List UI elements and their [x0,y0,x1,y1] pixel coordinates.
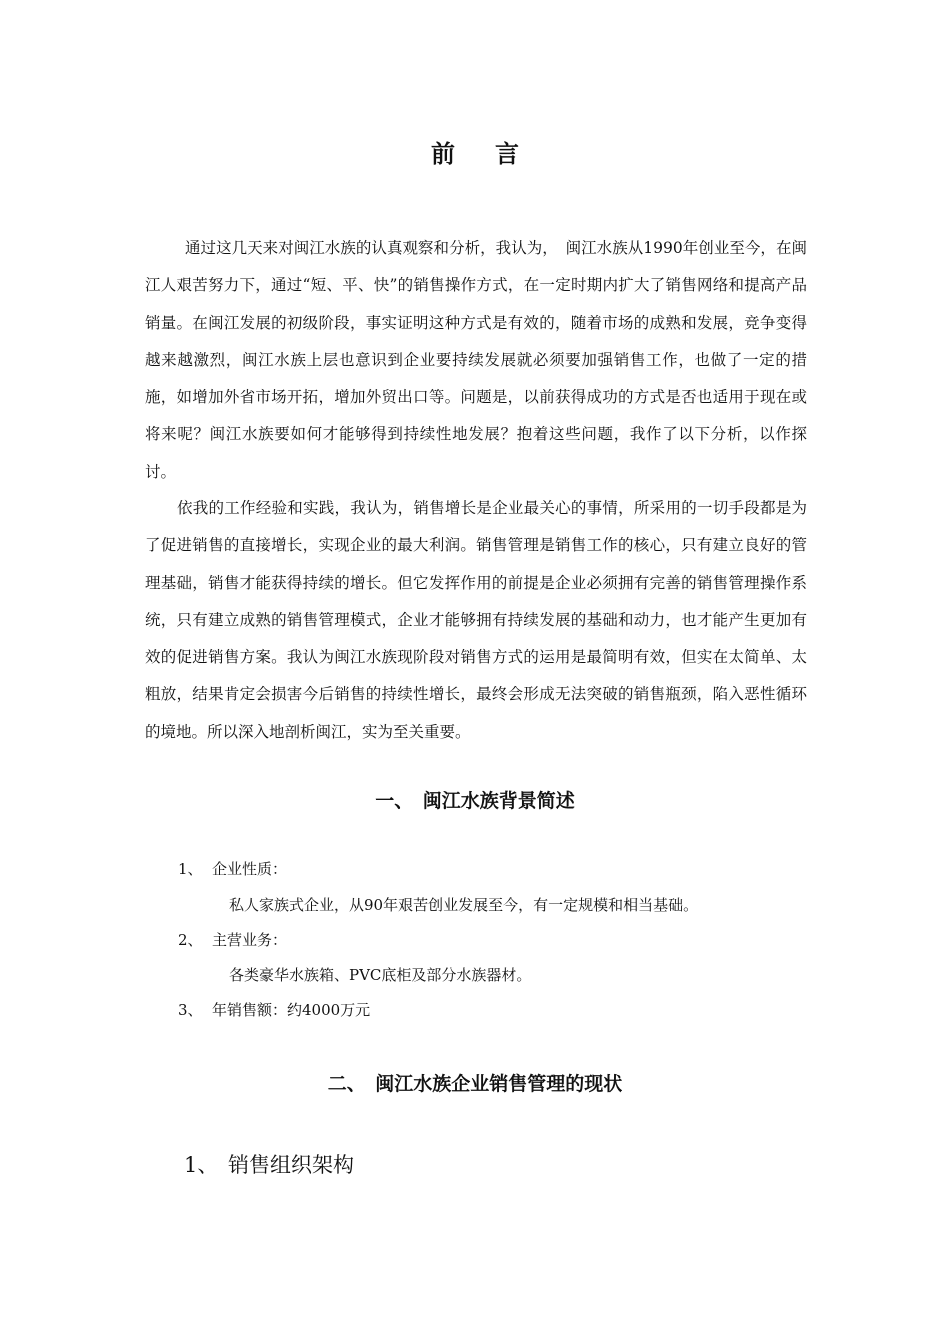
subheading-label: 销售组织架构 [228,1153,354,1177]
list-item-number: 2、 [178,931,203,949]
list-item-company-nature [178,858,287,880]
subheading-number: 1、 [184,1153,219,1177]
list-item-number: 1、 [178,860,203,878]
subheading-sales-organization [184,1151,354,1179]
preface-paragraph-2: 依我的工作经验和实践，我认为，销售增长是企业最关心的事情，所采用的一切手段都是为了促进销售的直接增长，实现企业的最大利润。销售管理是销售工作的核心，只有建立良好的管理基础，销售才能获得持续的增长。但它发挥作用的前提是企业必须拥有完善的销售管理操作系统，只有建立成熟的销售管理模式，企业才能够拥有持续发展的基础和动力，也才能产生更加有效的促进销售方案。我认为闽江水族现阶段对销售方式的运用是最简明有效，但实在太简单、太粗放，结果肯定会损害今后销售的持续性增长，最终会形成无法突破的销售瓶颈，陷入恶性循环的境地。所以深入地剖析闽江，实为至关重要。 [145,499,807,741]
list-item-detail: 各类豪华水族箱、PVC底柜及部分水族器材。 [229,966,532,984]
list-item-label: 企业性质： [212,860,288,878]
list-item-annual-sales [178,999,370,1021]
list-item-label: 年销售额：约4000万元 [212,1001,371,1019]
section-heading-background: 一、 闽江水族背景简述 [375,790,575,812]
list-item-detail: 私人家族式企业，从90年艰苦创业发展至今，有一定规模和相当基础。 [229,896,699,914]
preface-paragraph-1: 通过这几天来对闽江水族的认真观察和分析，我认为， 闽江水族从1990年创业至今，在闽江人艰苦努力下，通过“短、平、快”的销售操作方式，在一定时期内扩大了销售网络和提高产品销量。在闽江发展的初级阶段，事实证明这种方式是有效的，随着市场的成熟和发展，竞争变得越来越激烈，闽江水族上层也意识到企业要持续发展就必须要加强销售工作，也做了一定的措施，如增加外省市场开拓，增加外贸出口等。问题是，以前获得成功的方式是否也适用于现在或将来呢？闽江水族要如何才能够得到持续性地发展？抱着这些问题，我作了以下分析，以作探讨。 [145,239,807,481]
page-title: 前言 [431,139,559,168]
list-item-number: 3、 [178,1001,203,1019]
list-item-label: 主营业务： [212,931,288,949]
list-item-main-business [178,929,287,951]
section-heading-sales-management: 二、 闽江水族企业销售管理的现状 [327,1073,623,1095]
